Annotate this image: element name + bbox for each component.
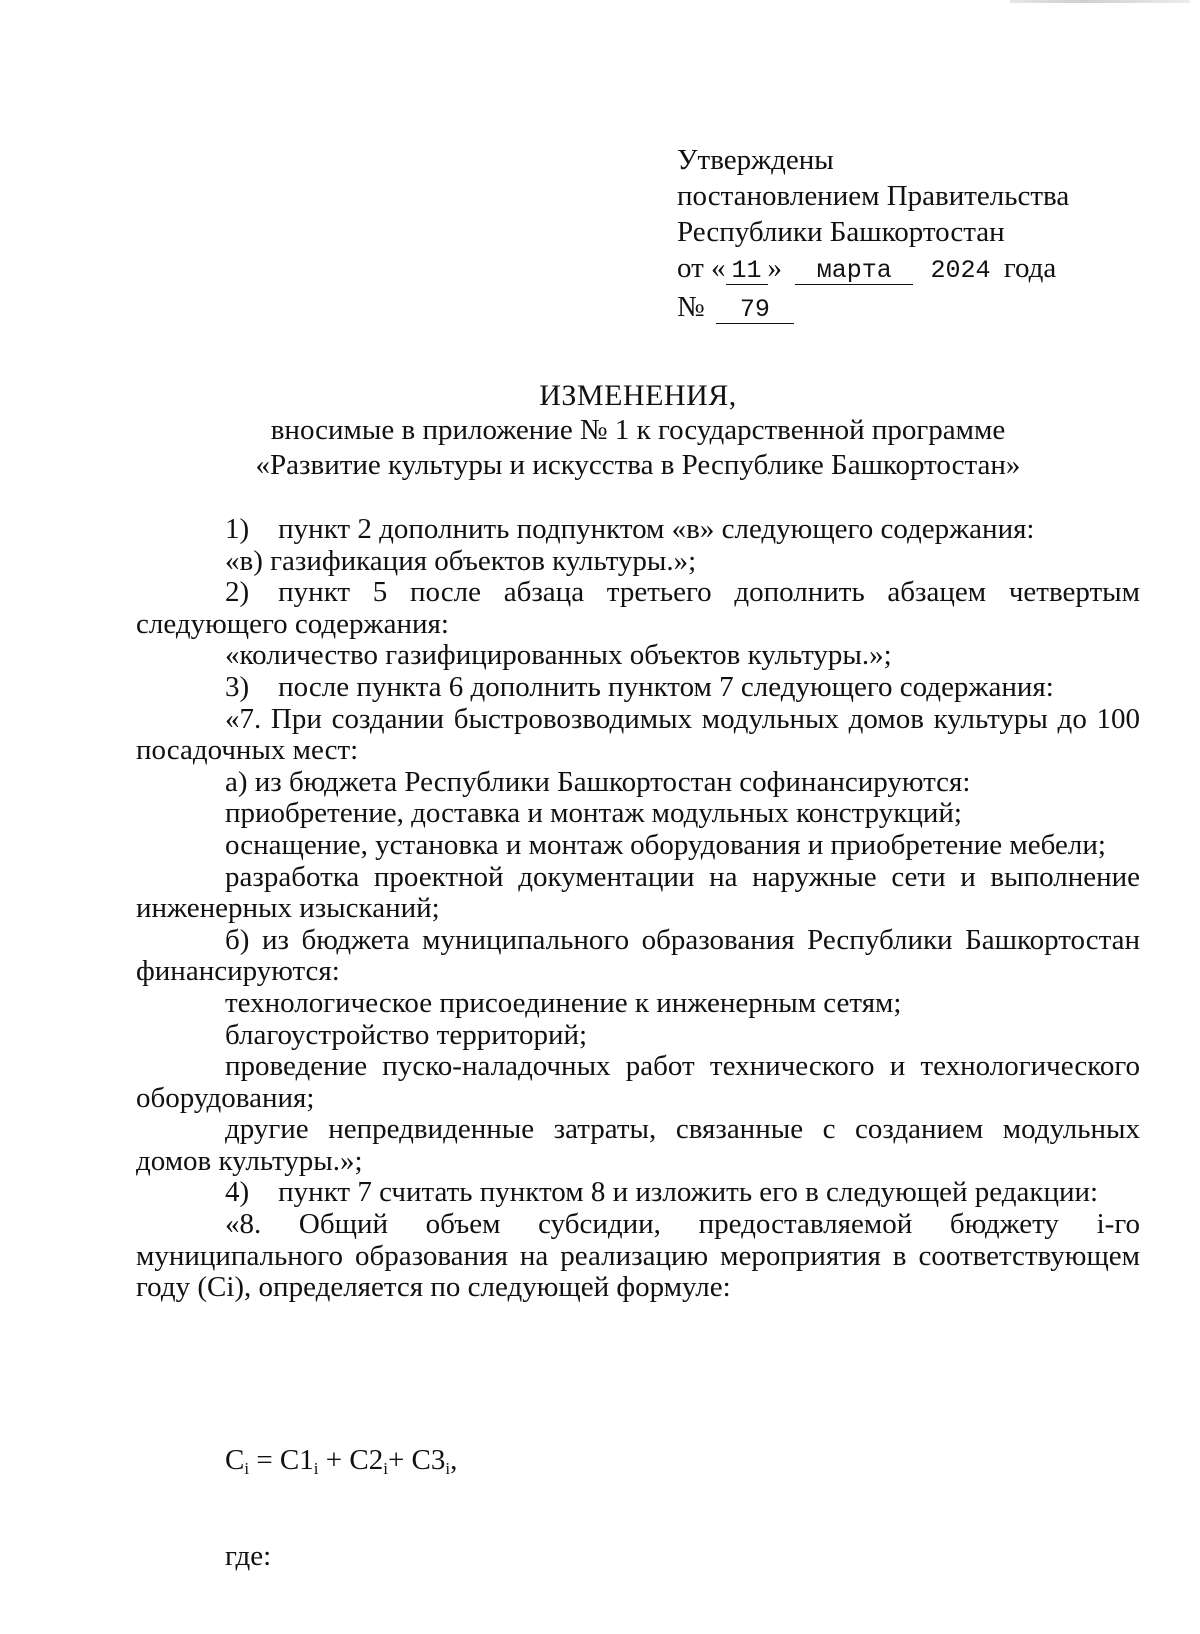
paragraph-item-4: 4) пункт 7 считать пунктом 8 и изложить его в следующей редакции: [225,1176,1099,1209]
subsidy-formula [225,1442,457,1487]
formula-lhs-sub: i [244,1459,250,1478]
formula-plus2: + С3 [387,1444,446,1476]
paragraph-sub-b: б) из бюджета муниципального образования Республики Башкортостан финансируются: [136,923,1140,988]
document-body [136,514,1140,1304]
paragraph-item-1: 1) пункт 2 дополнить подпунктом «в» следующего содержания: [225,513,1035,545]
paragraph-other-costs: другие непредвиденные затраты, связанные с созданием модульных домов культуры.»; [136,1113,1140,1177]
approval-line-3: Республики Башкортостан [677,216,1005,248]
where-label: где: [225,1540,272,1572]
date-prefix: от « [677,252,726,284]
formula-t3-sub: i [445,1459,451,1478]
approval-date-line [677,250,1117,289]
paragraph-point-8: «8. Общий объем субсидии, предоставляемой бюджету i-го муниципального образования на реализацию мероприятия в соответствующем году (Сi), определяется по следующей формуле: [136,1208,1140,1304]
formula-t1-sub: i [313,1459,319,1478]
formula-t2-sub: i [383,1459,388,1478]
paragraph-item-2: 2) пункт 5 после абзаца третьего дополнить абзацем четвертым следующего содержания: [136,576,1140,640]
document-title [136,378,1140,483]
paragraph-connection: технологическое присоединение к инженерным сетям; [225,986,902,1019]
approval-number-line [677,289,1117,325]
title-heading: ИЗМЕНЕНИЯ, [539,379,737,412]
date-month: марта [795,258,913,285]
paragraph-purchase: приобретение, доставка и монтаж модульных конструкций; [225,797,962,830]
scan-edge-mark [1010,0,1190,3]
paragraph-sub-a: а) из бюджета Республики Башкортостан софинансируются: [225,765,971,798]
paragraph-design-docs: разработка проектной документации на наружные сети и выполнение инженерных изысканий; [136,860,1140,925]
approval-line-1: Утверждены [677,144,834,176]
number-prefix: № [677,291,705,323]
title-line-2: вносимые в приложение № 1 к государственной программе [270,414,1006,446]
formula-plus1: + С2 [318,1444,384,1476]
paragraph-item-3: 3) после пункта 6 дополнить пунктом 7 следующего содержания: [225,670,1054,703]
paragraph-commissioning: проведение пуско-наладочных работ технического и технологического оборудования; [136,1050,1140,1114]
date-year: 2024 [930,256,991,285]
paragraph-quote-count: «количество газифицированных объектов культуры.»; [225,639,892,672]
approval-stamp-block [677,142,1117,325]
title-line-3: «Развитие культуры и искусства в Республике Башкортостан» [255,449,1021,481]
paragraph-landscaping: благоустройство территорий; [225,1018,588,1051]
approval-line-2: постановлением Правительства [677,180,1070,212]
date-day: 11 [726,258,768,285]
formula-lhs: С [225,1444,245,1476]
decree-number: 79 [716,297,794,324]
date-year-suffix: года [1003,252,1057,284]
formula-end: , [450,1444,458,1476]
paragraph-point-7: «7. При создании быстровозводимых модульных домов культуры до 100 посадочных мест: [136,702,1140,767]
paragraph-equipment: оснащение, установка и монтаж оборудования и приобретение мебели; [225,828,1106,861]
formula-eq: = С1 [249,1444,314,1476]
paragraph-quote-v: «в) газификация объектов культуры.»; [225,544,697,577]
date-mid: » [767,252,783,284]
